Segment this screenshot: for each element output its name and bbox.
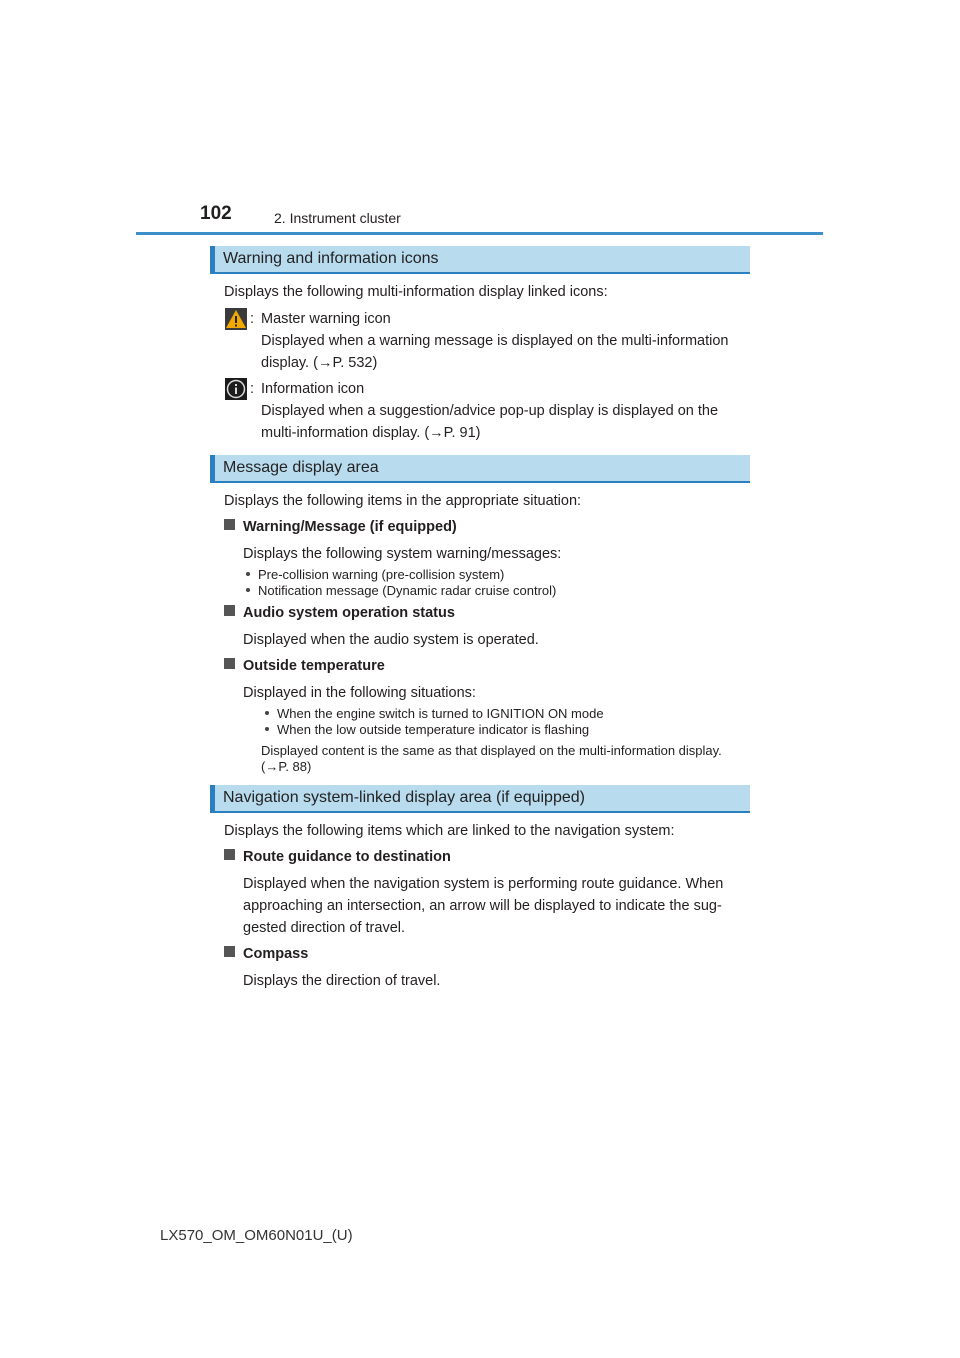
outside-temp-note-2: (→P. 88) bbox=[261, 759, 312, 774]
list-item: When the low outside temperature indicator is flashing bbox=[265, 722, 589, 738]
section-intro: Displays the following items in the appropriate situation: bbox=[224, 493, 582, 509]
audio-status-text: Displayed when the audio system is operated. bbox=[243, 632, 539, 648]
bullet-dot-icon bbox=[265, 727, 269, 731]
chapter-title: 2. Instrument cluster bbox=[274, 210, 401, 226]
bullet-dot-icon bbox=[265, 711, 269, 715]
document-code: LX570_OM_OM60N01U_(U) bbox=[160, 1227, 353, 1244]
section-navigation-header bbox=[210, 785, 750, 813]
section-intro: Displays the following multi-information display linked icons: bbox=[224, 284, 608, 300]
section-title: Message display area bbox=[223, 459, 379, 476]
item-colon: : bbox=[250, 311, 255, 327]
page-number: 102 bbox=[200, 203, 232, 224]
list-item: Pre-collision warning (pre-collision system) bbox=[246, 567, 504, 583]
information-name: Information icon bbox=[261, 381, 365, 397]
section-title: Navigation system-linked display area (if equipped) bbox=[223, 789, 585, 806]
information-desc: Displayed when a suggestion/advice pop-up display is displayed on the bbox=[261, 403, 719, 419]
master-warning-icon bbox=[225, 308, 247, 330]
master-warning-name: Master warning icon bbox=[261, 311, 391, 327]
list-item: Notification message (Dynamic radar cruise control) bbox=[246, 583, 556, 599]
master-warning-desc-2: display. (→P. 532) bbox=[261, 355, 378, 371]
route-guidance-text-3: gested direction of travel. bbox=[243, 920, 406, 936]
section-warning-icons-header bbox=[210, 246, 750, 274]
audio-status-heading: Audio system operation status bbox=[224, 602, 455, 624]
bullet-dot-icon bbox=[246, 572, 250, 576]
section-title: Warning and information icons bbox=[223, 250, 439, 267]
route-guidance-text: Displayed when the navigation system is performing route guidance. When bbox=[243, 876, 724, 892]
warning-message-heading: Warning/Message (if equipped) bbox=[224, 516, 457, 538]
bullet-dot-icon bbox=[246, 588, 250, 592]
outside-temp-text: Displayed in the following situations: bbox=[243, 685, 476, 701]
warning-message-text: Displays the following system warning/messages: bbox=[243, 546, 562, 562]
header-rule bbox=[136, 232, 823, 235]
square-bullet-icon bbox=[224, 946, 235, 957]
information-desc-2: multi-information display. (→P. 91) bbox=[261, 425, 481, 441]
outside-temp-heading: Outside temperature bbox=[224, 655, 385, 677]
compass-text: Displays the direction of travel. bbox=[243, 973, 441, 989]
square-bullet-icon bbox=[224, 519, 235, 530]
square-bullet-icon bbox=[224, 605, 235, 616]
route-guidance-heading: Route guidance to destination bbox=[224, 846, 451, 868]
section-intro: Displays the following items which are linked to the navigation system: bbox=[224, 823, 675, 839]
compass-heading: Compass bbox=[224, 943, 308, 965]
square-bullet-icon bbox=[224, 849, 235, 860]
information-icon bbox=[225, 378, 247, 400]
outside-temp-note: Displayed content is the same as that displayed on the multi-information display. bbox=[261, 743, 722, 758]
section-message-area-header bbox=[210, 455, 750, 483]
route-guidance-text-2: approaching an intersection, an arrow will be displayed to indicate the sug- bbox=[243, 898, 722, 914]
square-bullet-icon bbox=[224, 658, 235, 669]
master-warning-desc: Displayed when a warning message is displayed on the multi-information bbox=[261, 333, 729, 349]
item-colon: : bbox=[250, 381, 255, 397]
list-item: When the engine switch is turned to IGNITION ON mode bbox=[265, 706, 604, 722]
